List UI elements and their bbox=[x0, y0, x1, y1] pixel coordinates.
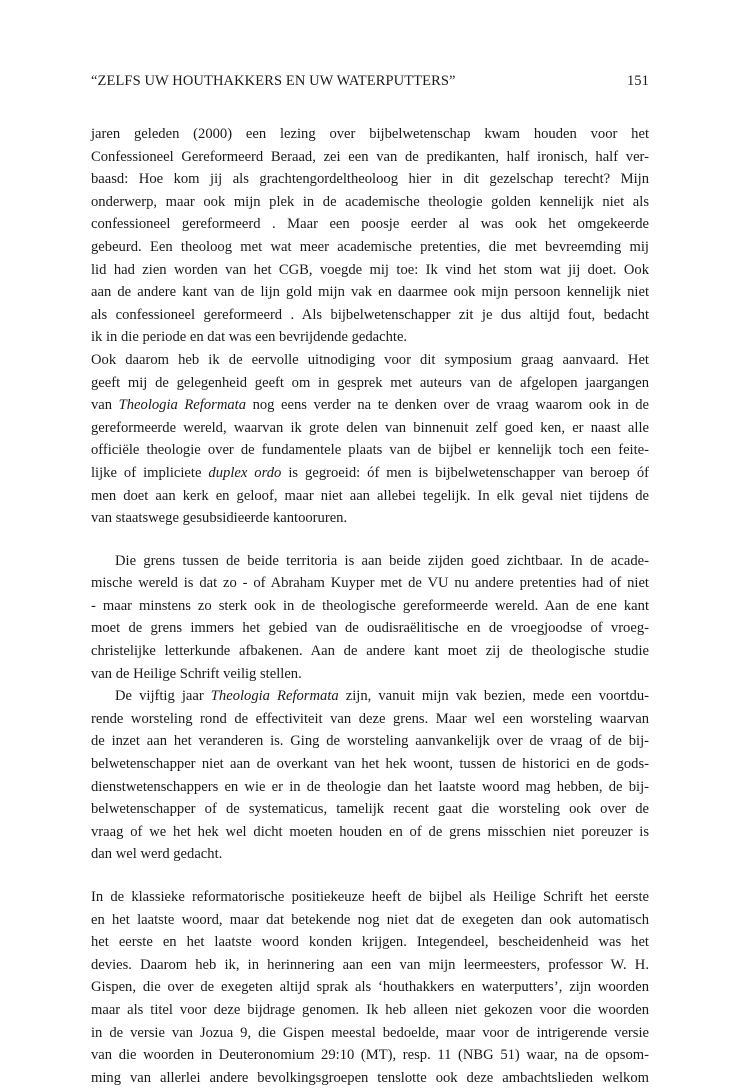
text-line bbox=[91, 685, 649, 708]
text-run: Die grens tussen de beide territoria is aan beide zijden goed zichtbaar. In de acade- bbox=[115, 552, 649, 569]
italic-text: duplex ordo bbox=[208, 464, 282, 481]
text-run: dienstwetenschappers en wie er in de theologie dan het laatste woord mag hebben, de bij- bbox=[91, 778, 649, 795]
text-run: maar als titel voor deze bijdrage genomen. Ik heb alleen niet gekozen voor die woorden bbox=[91, 1001, 649, 1018]
text-run: officiële theologie over de fundamentele plaats van de bijbel er kennelijk toch een feite- bbox=[91, 442, 649, 459]
text-run: ming van allerlei andere bevolkingsgroepen tenslotte ook deze ambachtslieden welkom bbox=[91, 1069, 649, 1086]
text-line bbox=[91, 191, 649, 214]
text-run: confessioneel gereformeerd . Maar een poosje eerder al was ook het omgekeerde bbox=[91, 216, 649, 233]
text-run: belwetenschapper niet aan de overkant van het hek woont, tussen de historici en de gods- bbox=[91, 756, 649, 773]
text-line bbox=[91, 976, 649, 999]
paragraph bbox=[91, 886, 649, 1089]
text-run: men doet aan kerk en geloof, maar niet aan allebei tegelijk. In elk geval niet tijdens de bbox=[91, 487, 649, 504]
text-run: mische wereld is dat zo - of Abraham Kuyper met de VU nu andere pretenties had of niet bbox=[91, 575, 649, 592]
page-number: 151 bbox=[626, 73, 649, 89]
text-line bbox=[91, 326, 649, 349]
text-run: is gegroeid: óf men is bijbelwetenschapper van beroep óf bbox=[281, 464, 649, 481]
italic-text: Theologia Reformata bbox=[210, 688, 339, 705]
text-line bbox=[91, 372, 649, 395]
text-line bbox=[91, 485, 649, 508]
text-line bbox=[91, 909, 649, 932]
paragraph bbox=[91, 685, 649, 866]
text-line bbox=[91, 730, 649, 753]
paragraph bbox=[91, 123, 649, 349]
text-line bbox=[91, 663, 649, 686]
paragraph bbox=[91, 349, 649, 530]
paragraph-gap bbox=[91, 866, 649, 886]
text-run: in de versie van Jozua 9, die Gispen meestal bedoelde, maar voor de intrigerende versie bbox=[91, 1024, 649, 1041]
text-run: van staatswege gesubsidieerde kantooruren. bbox=[91, 510, 348, 527]
text-run: onderwerp, maar ook mijn plek in de academische theologie golden kennelijk niet als bbox=[91, 193, 649, 210]
text-run: gebeurd. Een theoloog met wat meer academische pretenties, die met bevreemding mij bbox=[91, 238, 649, 255]
text-run: gereformeerde wereld, waarvan ik grote delen van binnenuit zelf goed ken, er naast alle bbox=[91, 419, 649, 436]
text-run: van bbox=[91, 397, 119, 414]
text-run: het eerste en het laatste woord konden krijgen. Integendeel, bescheidenheid was het bbox=[91, 934, 649, 951]
text-line bbox=[91, 821, 649, 844]
text-line bbox=[91, 843, 649, 866]
text-line bbox=[91, 708, 649, 731]
text-run: baasd: Hoe kom jij als grachtengordeltheoloog hier in dit gezelschap terecht? Mijn bbox=[91, 171, 649, 188]
text-line bbox=[91, 550, 649, 573]
text-run: de inzet aan het veranderen is. Ging de worsteling aanvankelijk over de vraag of de bij- bbox=[91, 733, 649, 750]
text-run: - maar minstens zo sterk ook in de theologische gereformeerde wereld. Aan de ene kant bbox=[91, 597, 649, 614]
text-run: devies. Daarom heb ik, in herinnering aan een van mijn leermeesters, professor W. H. bbox=[91, 956, 649, 973]
book-page bbox=[91, 73, 649, 1089]
text-run: christelijke letterkunde afbakenen. Aan de andere kant moet zij de theologische studie bbox=[91, 643, 649, 660]
text-line bbox=[91, 999, 649, 1022]
text-line bbox=[91, 417, 649, 440]
text-run: van die woorden in Deuteronomium 29:10 (MT), resp. 11 (NBG 51) waar, na de opsom- bbox=[91, 1047, 649, 1064]
text-run: In de klassieke reformatorische positiekeuze heeft de bijbel als Heilige Schrift het eerste bbox=[91, 889, 649, 905]
text-run: en het laatste woord, maar dat betekende nog niet dat de exegeten dan ook automatisch bbox=[91, 911, 649, 928]
text-run: als confessioneel gereformeerd . Als bijbelwetenschapper zit je dus altijd fout, bedacht bbox=[91, 306, 649, 323]
text-line bbox=[91, 1067, 649, 1089]
text-run: ik in die periode en dat was een bevrijdende gedachte. bbox=[91, 329, 408, 346]
text-line bbox=[91, 507, 649, 530]
text-line bbox=[91, 439, 649, 462]
text-line bbox=[91, 304, 649, 327]
text-run: aan de andere kant van de lijn gold mijn vak en daarmee ook mijn persoon kennelijk niet bbox=[91, 284, 649, 301]
text-run: zijn, vanuit mijn vak bezien, mede een voortdu- bbox=[338, 688, 649, 705]
text-line bbox=[91, 1022, 649, 1045]
text-line bbox=[91, 236, 649, 259]
text-run: geeft mij de gelegenheid geeft om in gesprek met auteurs van de afgelopen jaargangen bbox=[91, 374, 649, 391]
text-run: van de Heilige Schrift veilig stellen. bbox=[91, 665, 302, 682]
text-line bbox=[91, 1044, 649, 1067]
text-line bbox=[91, 753, 649, 776]
text-line bbox=[91, 349, 649, 372]
text-line bbox=[91, 259, 649, 282]
text-line bbox=[91, 954, 649, 977]
text-line bbox=[91, 213, 649, 236]
text-line bbox=[91, 123, 649, 146]
text-line bbox=[91, 640, 649, 663]
text-line bbox=[91, 281, 649, 304]
text-line bbox=[91, 146, 649, 169]
text-line bbox=[91, 886, 649, 909]
text-line bbox=[91, 595, 649, 618]
text-run: vraag of we het hek wel dicht moeten houden en of de grens misschien niet poreuzer is bbox=[91, 823, 649, 840]
text-line bbox=[91, 572, 649, 595]
text-line bbox=[91, 776, 649, 799]
text-run: De vijftig jaar bbox=[115, 688, 211, 705]
body-text bbox=[91, 123, 649, 1089]
text-run: Ook daarom heb ik de eervolle uitnodiging voor dit symposium graag aanvaard. Het bbox=[91, 351, 649, 368]
text-run: lijke of impliciete bbox=[91, 464, 209, 481]
text-run: jaren geleden (2000) een lezing over bijbelwetenschap kwam houden voor het bbox=[91, 126, 649, 142]
italic-text: Theologia Reformata bbox=[118, 397, 247, 414]
text-run: nog eens verder na te denken over de vraag waarom ook in de bbox=[246, 397, 649, 414]
text-line bbox=[91, 462, 649, 485]
running-title: “ZELFS UW HOUTHAKKERS EN UW WATERPUTTERS” bbox=[91, 73, 456, 89]
text-line bbox=[91, 168, 649, 191]
text-line bbox=[91, 617, 649, 640]
text-run: moet de grens immers het gebied van de oudisraëlitische en de vroegjoodse of vroeg- bbox=[91, 620, 649, 637]
text-run: lid had zien worden van het CGB, voegde mij toe: Ik vind het stom wat jij doet. Ook bbox=[91, 261, 649, 278]
paragraph bbox=[91, 550, 649, 686]
running-head bbox=[91, 73, 649, 95]
text-run: Confessioneel Gereformeerd Beraad, zei een van de predikanten, half ironisch, half ver- bbox=[91, 148, 649, 165]
text-run: dan wel werd gedacht. bbox=[91, 846, 223, 863]
paragraph-gap bbox=[91, 530, 649, 550]
text-line bbox=[91, 798, 649, 821]
text-run: rende worsteling rond de effectiviteit van deze grens. Maar wel een worsteling waarvan bbox=[91, 710, 649, 727]
text-run: Gispen, die over de exegeten altijd sprak als ‘houthakkers en waterputters’, zijn woorden bbox=[91, 979, 649, 996]
text-line bbox=[91, 394, 649, 417]
text-run: belwetenschapper of de systematicus, tamelijk recent gaat die worsteling ook over de bbox=[91, 801, 649, 818]
text-line bbox=[91, 931, 649, 954]
